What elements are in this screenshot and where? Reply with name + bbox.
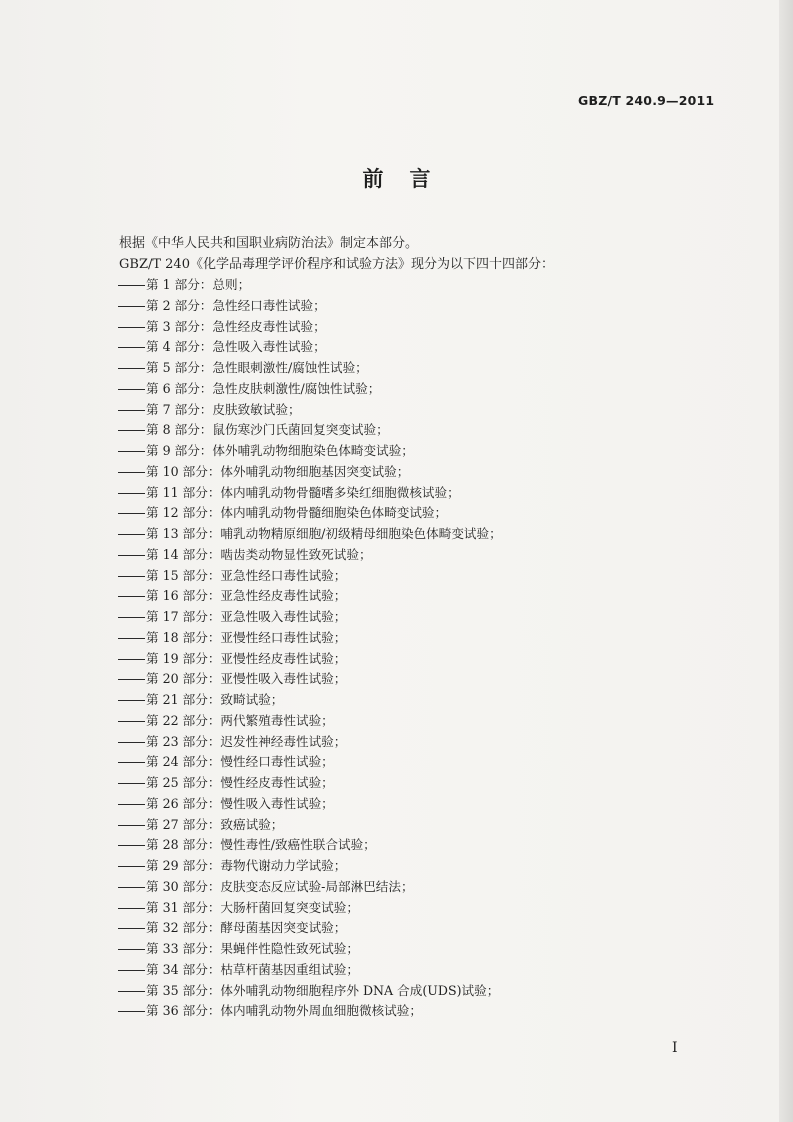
part-label: 第 16 部分：亚急性经皮毒性试验； (146, 588, 347, 604)
em-dash-marker (118, 970, 145, 971)
em-dash-marker (118, 638, 145, 639)
em-dash-marker (118, 389, 145, 390)
em-dash-marker (118, 887, 145, 888)
part-label: 第 30 部分：皮肤变态反应试验-局部淋巴结法； (146, 878, 414, 894)
part-label: 第 19 部分：亚慢性经皮毒性试验； (146, 650, 347, 666)
em-dash-marker (118, 866, 145, 867)
part-label: 第 26 部分：慢性吸入毒性试验； (146, 795, 334, 811)
part-list-item (118, 524, 502, 545)
part-label: 第 32 部分：酵母菌基因突变试验； (146, 920, 347, 936)
part-label: 第 29 部分：毒物代谢动力学试验； (146, 858, 347, 873)
em-dash-marker (118, 472, 145, 473)
part-label: 第 2 部分：急性经口毒性试验； (146, 297, 326, 313)
part-label: 第 36 部分：体内哺乳动物外周血细胞微核试验； (146, 1003, 422, 1019)
part-list-item (118, 566, 502, 587)
em-dash-marker (118, 451, 145, 452)
em-dash-marker (118, 721, 145, 722)
part-list-item (118, 628, 502, 649)
part-list-item (118, 815, 502, 836)
part-list-item (118, 877, 502, 898)
intro-paragraph: GBZ/T 240《化学品毒理学评价程序和试验方法》现分为以下四十四部分： (119, 257, 554, 272)
part-label: 第 1 部分：总则； (146, 277, 251, 292)
part-label: 第 17 部分：亚急性吸入毒性试验； (146, 609, 347, 624)
em-dash-marker (118, 928, 145, 929)
em-dash-marker (118, 430, 145, 431)
part-list-item (118, 773, 502, 794)
part-list-item (118, 296, 502, 317)
part-label: 第 13 部分：哺乳动物精原细胞/初级精母细胞染色体畸变试验； (146, 526, 502, 541)
part-list-item (118, 960, 502, 981)
part-list-item (118, 503, 502, 524)
em-dash-marker (118, 410, 145, 411)
part-list-item (118, 669, 502, 690)
part-list-item (118, 607, 502, 628)
part-list-item (118, 462, 502, 483)
em-dash-marker (118, 949, 145, 950)
part-list-item (118, 420, 502, 441)
em-dash-marker (118, 555, 145, 556)
part-list-item (118, 752, 502, 773)
part-label: 第 6 部分：急性皮肤刺激性/腐蚀性试验； (146, 380, 381, 396)
part-label: 第 3 部分：急性经皮毒性试验； (146, 318, 326, 334)
part-label: 第 23 部分：迟发性神经毒性试验； (146, 733, 347, 749)
part-list-item (118, 711, 502, 732)
part-label: 第 9 部分：体外哺乳动物细胞染色体畸变试验； (146, 443, 414, 458)
part-list-item (118, 794, 502, 815)
em-dash-marker (118, 513, 145, 514)
em-dash-marker (118, 306, 145, 307)
part-label: 第 28 部分：慢性毒性/致癌性联合试验； (146, 837, 376, 853)
em-dash-marker (118, 534, 145, 535)
part-list-item (118, 586, 502, 607)
part-list-item (118, 649, 502, 670)
part-label: 第 20 部分：亚慢性吸入毒性试验； (146, 671, 347, 687)
part-label: 第 7 部分：皮肤致敏试验； (146, 401, 301, 417)
document-code: GBZ/T 240.9—2011 (578, 93, 715, 108)
part-list-item (118, 690, 502, 711)
em-dash-marker (118, 576, 145, 577)
part-list-item (118, 981, 502, 1002)
em-dash-marker (118, 368, 145, 369)
part-list-item (118, 275, 502, 296)
part-label: 第 5 部分：急性眼刺激性/腐蚀性试验； (146, 360, 368, 375)
part-list-item (118, 337, 502, 358)
part-label: 第 4 部分：急性吸入毒性试验； (146, 339, 326, 355)
part-label: 第 10 部分：体外哺乳动物细胞基因突变试验； (146, 463, 410, 479)
em-dash-marker (118, 347, 145, 348)
part-list-item (118, 1001, 502, 1022)
part-label: 第 15 部分：亚急性经口毒性试验； (146, 567, 347, 583)
em-dash-marker (118, 825, 145, 826)
part-list-item (118, 358, 502, 379)
page-title: 前言 (362, 166, 457, 191)
part-label: 第 14 部分：啮齿类动物显性致死试验； (146, 546, 372, 562)
part-label: 第 33 部分：果蝇伴性隐性致死试验； (146, 941, 359, 956)
part-label: 第 31 部分：大肠杆菌回复突变试验； (146, 899, 359, 915)
em-dash-marker (118, 1011, 145, 1012)
em-dash-marker (118, 991, 145, 992)
part-label: 第 24 部分：慢性经口毒性试验； (146, 754, 334, 770)
part-label: 第 35 部分：体外哺乳动物细胞程序外 DNA 合成(UDS)试验； (146, 982, 500, 998)
intro-paragraph: 根据《中华人民共和国职业病防治法》制定本部分。 (119, 236, 419, 251)
part-list-item (118, 732, 502, 753)
em-dash-marker (118, 617, 145, 618)
part-list-item (118, 835, 502, 856)
part-list-item (118, 483, 502, 504)
em-dash-marker (118, 659, 145, 660)
part-list-item (118, 379, 502, 400)
part-list-item (118, 898, 502, 919)
em-dash-marker (118, 762, 145, 763)
part-list-item (118, 856, 502, 877)
part-label: 第 22 部分：两代繁殖毒性试验； (146, 712, 334, 728)
part-list-item (118, 317, 502, 338)
em-dash-marker (118, 285, 145, 286)
part-label: 第 34 部分：枯草杆菌基因重组试验； (146, 961, 359, 977)
em-dash-marker (118, 804, 145, 805)
part-label: 第 27 部分：致癌试验； (146, 816, 284, 832)
part-list-item (118, 441, 502, 462)
part-label: 第 11 部分：体内哺乳动物骨髓嗜多染红细胞微核试验； (146, 484, 460, 500)
parts-list (118, 275, 502, 1022)
em-dash-marker (118, 845, 145, 846)
em-dash-marker (118, 700, 145, 701)
part-label: 第 21 部分：致畸试验； (146, 692, 284, 707)
part-list-item (118, 939, 502, 960)
part-label: 第 12 部分：体内哺乳动物骨髓细胞染色体畸变试验； (146, 505, 448, 521)
em-dash-marker (118, 783, 145, 784)
em-dash-marker (118, 327, 145, 328)
em-dash-marker (118, 493, 145, 494)
em-dash-marker (118, 908, 145, 909)
part-list-item (118, 545, 502, 566)
page-number: I (672, 1040, 678, 1056)
part-label: 第 18 部分：亚慢性经口毒性试验； (146, 629, 347, 645)
part-list-item (118, 400, 502, 421)
em-dash-marker (118, 596, 145, 597)
part-label: 第 25 部分：慢性经皮毒性试验； (146, 775, 334, 790)
part-list-item (118, 918, 502, 939)
em-dash-marker (118, 742, 145, 743)
em-dash-marker (118, 679, 145, 680)
part-label: 第 8 部分：鼠伤寒沙门氏菌回复突变试验； (146, 422, 389, 438)
